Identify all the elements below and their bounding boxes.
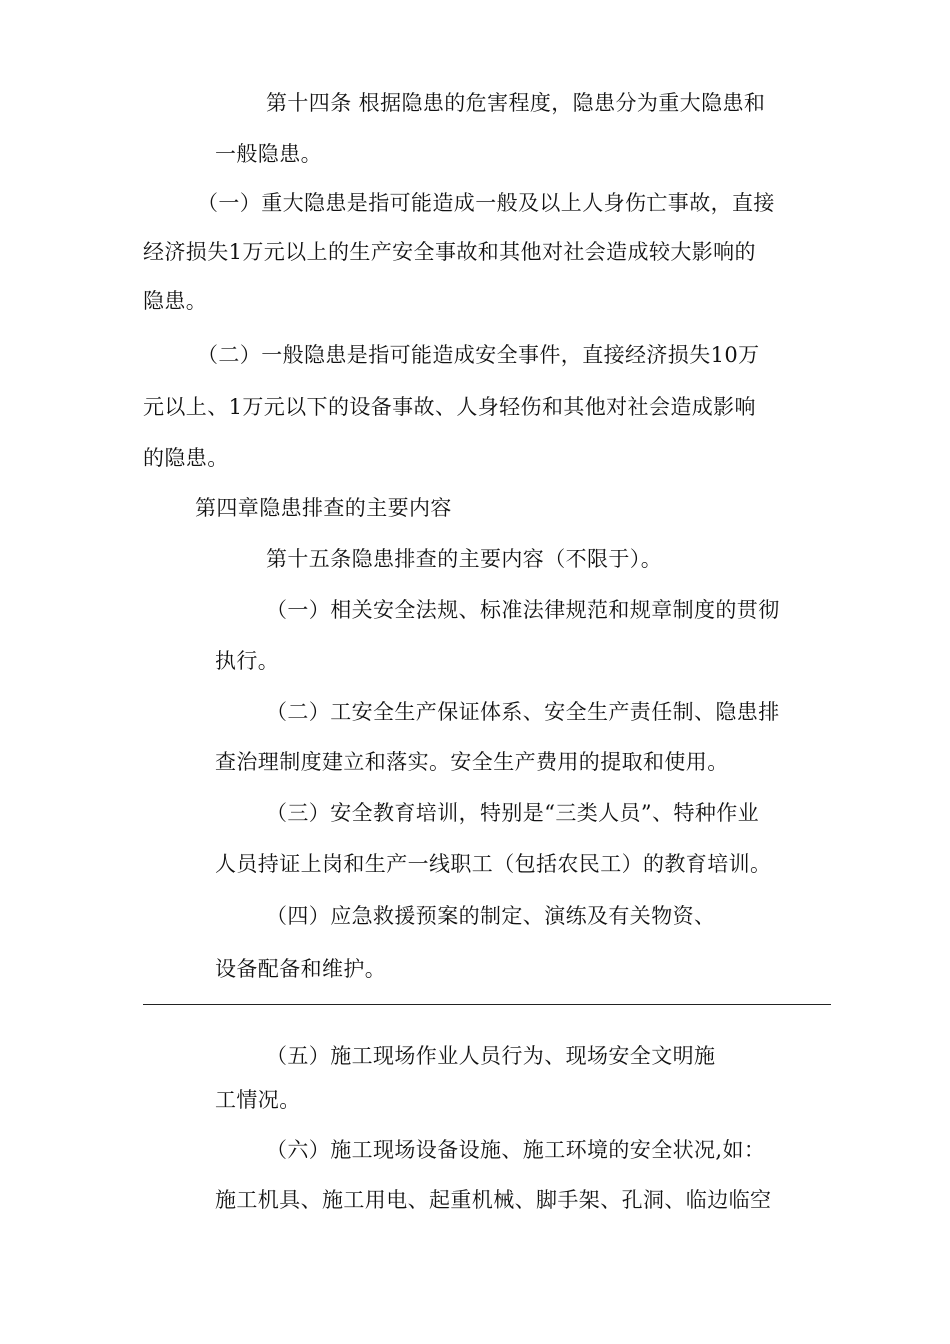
item-2-line-2: 元以上、1万元以下的设备事故、人身轻伤和其他对社会造成影响 (143, 395, 756, 419)
chapter-4-title: 第四章隐患排查的主要内容 (195, 496, 452, 520)
content-1-line-1: （一）相关安全法规、标准法律规范和规章制度的贯彻 (266, 598, 780, 622)
content-5-line-2: 工情况。 (215, 1088, 301, 1112)
article-14-line-1: 第十四条 根据隐患的危害程度，隐患分为重大隐患和 (266, 91, 766, 115)
content-5-line-1: （五）施工现场作业人员行为、现场安全文明施 (266, 1044, 716, 1068)
content-3-line-2: 人员持证上岗和生产一线职工（包括农民工）的教育培训。 (215, 852, 772, 876)
content-4-line-2: 设备配备和维护。 (215, 957, 387, 981)
content-6-line-1: （六）施工现场设备设施、施工环境的安全状况,如： (266, 1138, 766, 1162)
content-3-line-1: （三）安全教育培训，特别是“三类人员”、特种作业 (266, 801, 760, 825)
item-2-line-3: 的隐患。 (143, 446, 229, 470)
content-1-line-2: 执行。 (215, 649, 280, 673)
content-2-line-2: 查治理制度建立和落实。安全生产费用的提取和使用。 (215, 750, 729, 774)
content-4-line-1: （四）应急救援预案的制定、演练及有关物资、 (266, 904, 716, 928)
item-1-line-2: 经济损失1万元以上的生产安全事故和其他对社会造成较大影响的 (143, 240, 756, 264)
item-1-line-3: 隐患。 (143, 289, 208, 313)
content-2-line-1: （二）工安全生产保证体系、安全生产责任制、隐患排 (266, 700, 780, 724)
article-15-title: 第十五条隐患排查的主要内容（不限于）。 (266, 547, 663, 571)
item-1-line-1: （一）重大隐患是指可能造成一般及以上人身伤亡事故，直接 (197, 191, 775, 215)
article-14-line-2: 一般隐患。 (215, 142, 322, 166)
content-6-line-2: 施工机具、施工用电、起重机械、脚手架、孔洞、临边临空 (215, 1188, 772, 1212)
page-divider (143, 1004, 831, 1005)
item-2-line-1: （二）一般隐患是指可能造成安全事件，直接经济损失10万 (197, 343, 760, 367)
